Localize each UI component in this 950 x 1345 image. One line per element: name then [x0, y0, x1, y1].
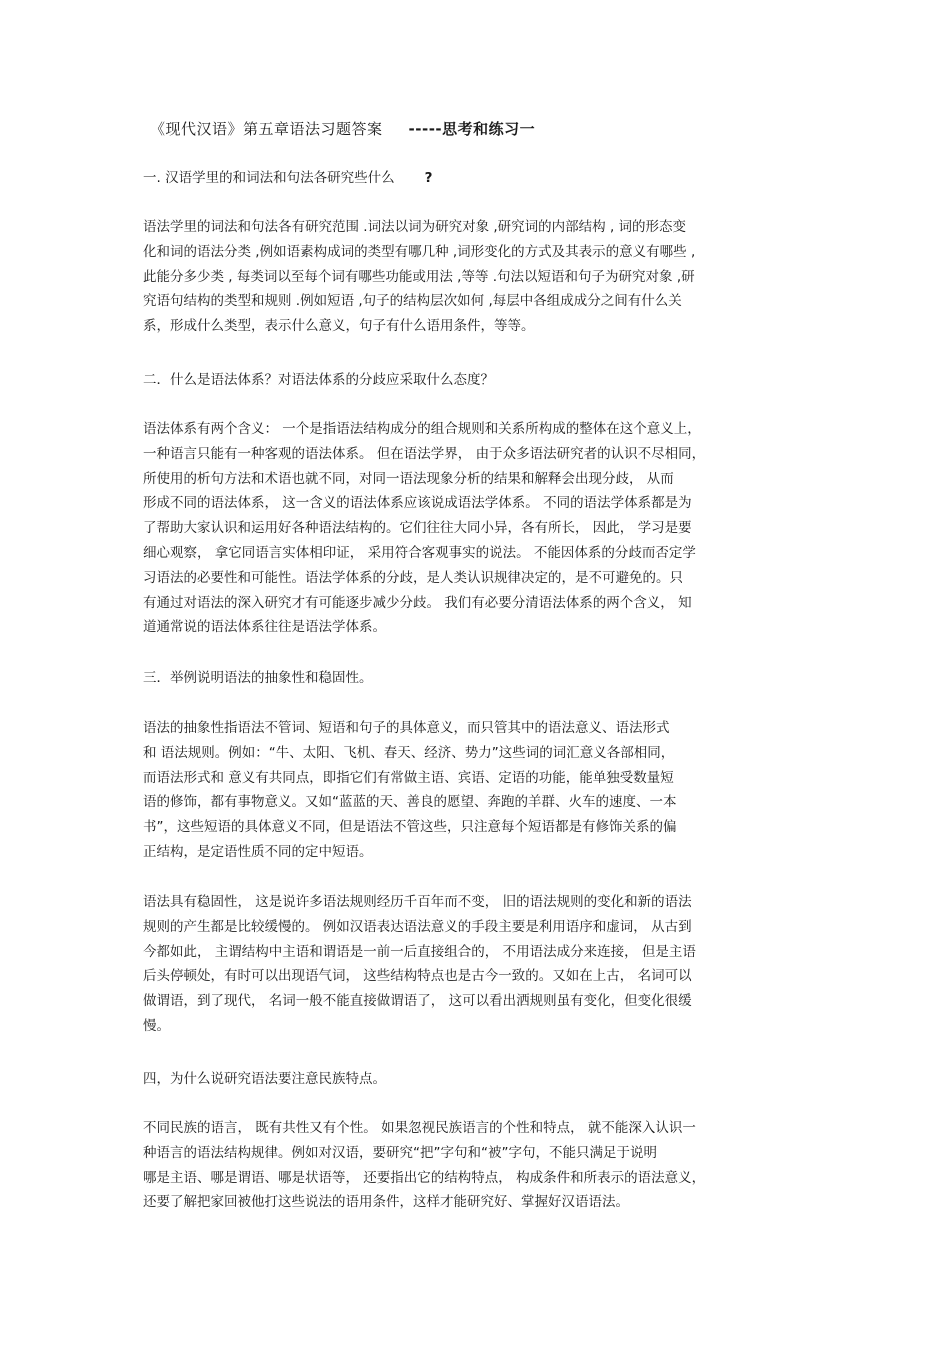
title-suffix: -----思考和练习一	[408, 120, 536, 138]
paragraph-line: 慢。	[143, 1017, 170, 1034]
heading-text: 一. 汉语学里的和词法和句法各研究些什么	[143, 170, 395, 186]
heading-question-mark: ?	[424, 170, 433, 186]
paragraph-line: 有通过对语法的深入研究才有可能逐步减少分歧。 我们有必要分清语法体系的两个含义， 知	[143, 594, 692, 611]
paragraph-line: 此能分多少类 , 每类词以至每个词有哪些功能或用法 ,等等 .句法以短语和句子为研究对象 ,研	[143, 268, 695, 285]
paragraph-line: 语法体系有两个含义： 一个是指语法结构成分的组合规则和关系所构成的整体在这个意义上，	[143, 421, 701, 437]
heading-text: 二．什么是语法体系？对语法体系的分歧应采取什么态度？	[143, 372, 494, 388]
paragraph-line: 今都如此， 主谓结构中主语和谓语是一前一后直接组合的， 不用语法成分来连接， 但是主语	[143, 943, 696, 960]
paragraph-line: 种语言的语法结构规律。例如对汉语，要研究“把”字句和“被”字句，不能只满足于说明	[143, 1144, 657, 1161]
paragraph-line: 语法学里的词法和句法各有研究范围 .词法以词为研究对象 ,研究词的内部结构 , 词的形态变	[143, 219, 687, 235]
paragraph-line: 形成不同的语法体系， 这一含义的语法体系应该说成语法学体系。 不同的语法学体系都是为	[143, 495, 692, 512]
paragraph-line: 书”，这些短语的具体意义不同，但是语法不管这些，只注意每个短语都是有修饰关系的偏	[143, 819, 677, 836]
paragraph-line: 语法的抽象性指语法不管词、短语和句子的具体意义，而只管其中的语法意义、语法形式	[143, 720, 670, 736]
paragraph-line: 和 语法规则。例如：“牛、太阳、飞机、春天、经济、势力”这些词的词汇意义各部相同，	[143, 744, 675, 761]
paragraph-line: 语的修饰，都有事物意义。又如“蓝蓝的天、善良的愿望、奔跑的羊群、火车的速度、一本	[143, 794, 677, 811]
section-3-heading	[143, 666, 813, 690]
section-2-heading	[143, 368, 813, 392]
paragraph-line: 了帮助大家认识和运用好各种语法结构的。它们往往大同小异，各有所长， 因此， 学习是要	[143, 520, 692, 537]
paragraph-line: 后头停顿处，有时可以出现语气词， 这些结构特点也是古今一致的。又如在上古， 名词可以	[143, 968, 692, 985]
paragraph-line: 还要了解把家回被他打这些说法的语用条件，这样才能研究好、掌握好汉语语法。	[143, 1194, 629, 1211]
paragraph-line: 所使用的析句方法和术语也就不同，对同一语法现象分析的结果和解释会出现分歧， 从而	[143, 470, 674, 487]
paragraph-line: 规则的产生都是比较缓慢的。 例如汉语表达语法意义的手段主要是利用语序和虚词， 从古到	[143, 918, 692, 935]
heading-text: 四，为什么说研究语法要注意民族特点。	[143, 1071, 386, 1087]
heading-text: 三．举例说明语法的抽象性和稳固性。	[143, 670, 373, 686]
section-1-heading	[143, 166, 813, 190]
paragraph-line: 做谓语，到了现代， 名词一般不能直接做谓语了， 这可以看出洒规则虽有变化，但变化很缓	[143, 993, 692, 1010]
section-3-paragraph-2	[143, 890, 813, 1039]
paragraph-line: 正结构，是定语性质不同的定中短语。	[143, 843, 373, 860]
section-3-paragraph-1	[143, 716, 813, 865]
title-main: 《现代汉语》第五章语法习题答案	[150, 120, 383, 138]
paragraph-line: 习语法的必要性和可能性。语法学体系的分歧，是人类认识规律决定的，是不可避免的。只	[143, 569, 683, 586]
paragraph-line: 究语句结构的类型和规则 .例如短语 ,句子的结构层次如何 ,每层中各组成成分之间有什么关	[143, 293, 682, 310]
paragraph-line: 一种语言只能有一种客观的语法体系。 但在语法学界， 由于众多语法研究者的认识不尽相同，	[143, 445, 706, 462]
paragraph-line: 而语法形式和 意义有共同点，即指它们有常做主语、宾语、定语的功能，能单独受数量短	[143, 769, 674, 786]
paragraph-line: 化和词的语法分类 ,例如语素构成词的类型有哪几种 ,词形变化的方式及其表示的意义有哪些 ,	[143, 243, 696, 260]
section-1-paragraph	[143, 215, 813, 339]
document-title	[150, 118, 535, 139]
section-4-heading	[143, 1067, 813, 1091]
paragraph-line: 不同民族的语言， 既有共性又有个性。 如果忽视民族语言的个性和特点， 就不能深入认识一	[143, 1120, 696, 1136]
paragraph-line: 哪是主语、哪是谓语、哪是状语等， 还要指出它的结构特点， 构成条件和所表示的语法意义，	[143, 1169, 706, 1186]
section-2-paragraph	[143, 417, 813, 640]
paragraph-line: 细心观察， 拿它同语言实体相印证， 采用符合客观事实的说法。 不能因体系的分歧而否定学	[143, 544, 696, 561]
paragraph-line: 道通常说的语法体系往往是语法学体系。	[143, 619, 386, 636]
paragraph-line: 语法具有稳固性， 这是说许多语法规则经历千百年而不变， 旧的语法规则的变化和新的语法	[143, 894, 692, 910]
section-4-paragraph	[143, 1116, 813, 1215]
paragraph-line: 系，形成什么类型，表示什么意义，句子有什么语用条件，等等。	[143, 318, 535, 335]
